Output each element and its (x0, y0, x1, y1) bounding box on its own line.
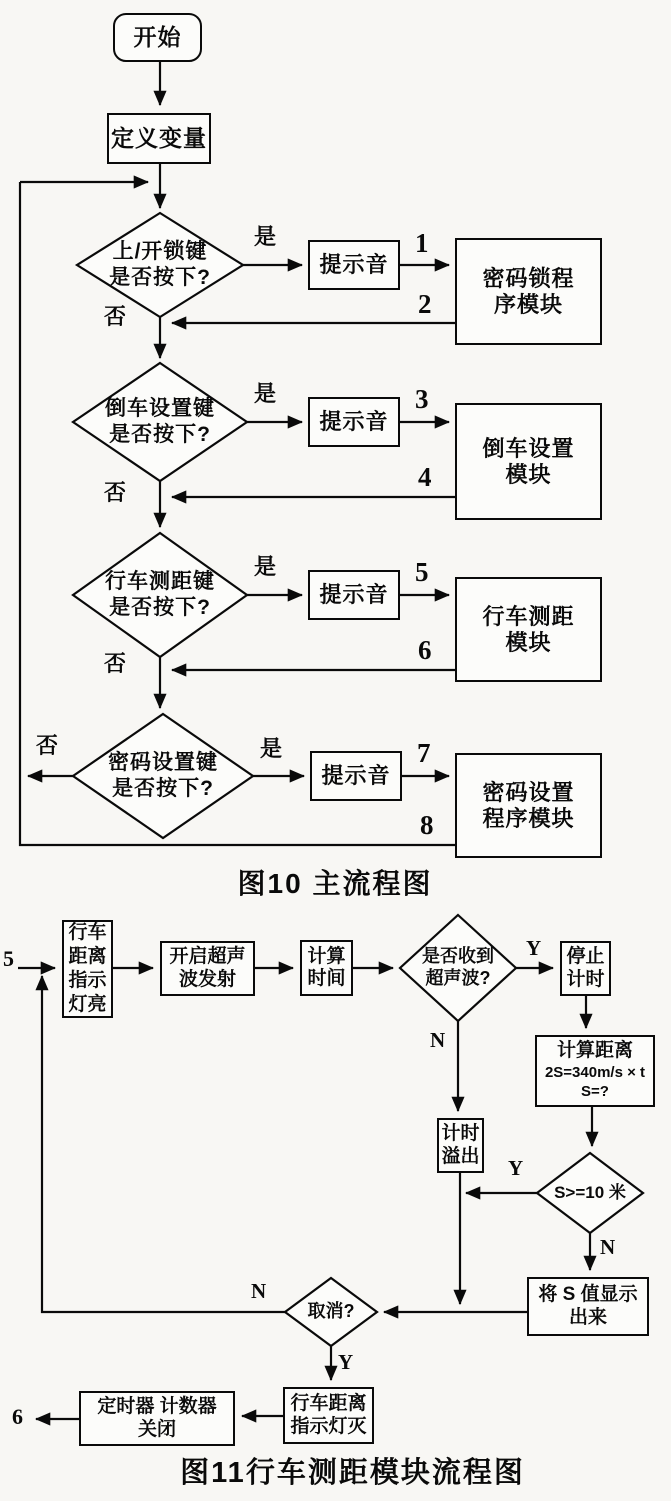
decision-s-compare-text: S>=10 米 (554, 1182, 626, 1202)
branch-number-2: 2 (418, 289, 432, 319)
branch-number-8: 8 (420, 810, 434, 840)
no-label-row3: 否 (104, 651, 127, 676)
timer-overflow-node: 计时 溢出 (437, 1118, 484, 1173)
echo-no-label: N (430, 1028, 446, 1052)
yes-label-row1: 是 (254, 224, 277, 249)
no-label-row2: 否 (104, 480, 127, 505)
exit-point-6: 6 (12, 1404, 23, 1429)
no-label-row1: 否 (104, 304, 127, 329)
calc-distance-node: 计算距离 2S=340m/s × t S=? (535, 1035, 655, 1107)
beep-node-row1: 提示音 (308, 240, 400, 290)
yes-label-row4: 是 (260, 736, 283, 761)
branch-number-3: 3 (415, 384, 429, 414)
stop-timer-node: 停止 计时 (560, 941, 611, 996)
entry-point-5: 5 (3, 946, 14, 971)
decision-ranging-key-text: 行车测距键 是否按下? (105, 570, 215, 619)
timer-counter-off-node: 定时器 计数器 关闭 (79, 1391, 235, 1446)
start-label: 开始 (133, 23, 182, 50)
echo-yes-label: Y (526, 936, 542, 960)
figure11-caption: 图11行车测距模块流程图 (180, 1457, 525, 1489)
no-label-row4: 否 (36, 733, 59, 758)
cancel-yes-label: Y (338, 1350, 354, 1374)
count-time-node: 计算 时间 (300, 940, 353, 996)
lamp-off-node: 行车距离 指示灯灭 (283, 1387, 374, 1444)
yes-label-row2: 是 (254, 381, 277, 406)
branch-number-5: 5 (415, 557, 429, 587)
decision-echo-received-text: 是否收到 超声波? (422, 946, 494, 988)
lamp-on-node: 行车 距离 指示 灯亮 (62, 920, 113, 1018)
module-password-setting: 密码设置 程序模块 (455, 753, 602, 858)
branch-number-7: 7 (417, 738, 431, 768)
beep-node-row2: 提示音 (308, 397, 400, 447)
define-vars-node (107, 113, 211, 164)
decision-password-key-text: 密码设置键 是否按下? (108, 751, 218, 800)
branch-number-6: 6 (418, 635, 432, 665)
cancel-no-label: N (251, 1279, 267, 1303)
decision-reverse-key-text: 倒车设置键 是否按下? (105, 397, 215, 446)
module-reverse-setting: 倒车设置 模块 (455, 403, 602, 520)
show-s-value-node: 将 S 值显示 出来 (527, 1277, 649, 1336)
figure10-caption: 图10 主流程图 (237, 868, 433, 899)
beep-node-row3: 提示音 (308, 570, 400, 620)
yes-label-row3: 是 (254, 554, 277, 579)
define-vars-label: 定义变量 (111, 124, 207, 151)
s-compare-yes-label: Y (508, 1156, 524, 1180)
figure11-connectors (18, 968, 592, 1419)
decision-unlock-key-text: 上/开锁键 是否按下? (109, 240, 211, 289)
start-node (113, 13, 202, 62)
start-ultrasonic-node: 开启超声 波发射 (160, 941, 255, 996)
figure10-connectors (20, 62, 455, 845)
module-password-lock: 密码锁程 序模块 (455, 238, 602, 345)
branch-number-1: 1 (415, 228, 429, 258)
decision-cancel-text: 取消? (307, 1301, 355, 1322)
branch-number-4: 4 (418, 462, 432, 492)
distance-formula: 2S=340m/s × t (544, 1063, 646, 1081)
module-driving-ranging: 行车测距 模块 (455, 577, 602, 682)
beep-node-row4: 提示音 (310, 751, 402, 801)
s-compare-no-label: N (600, 1235, 616, 1259)
